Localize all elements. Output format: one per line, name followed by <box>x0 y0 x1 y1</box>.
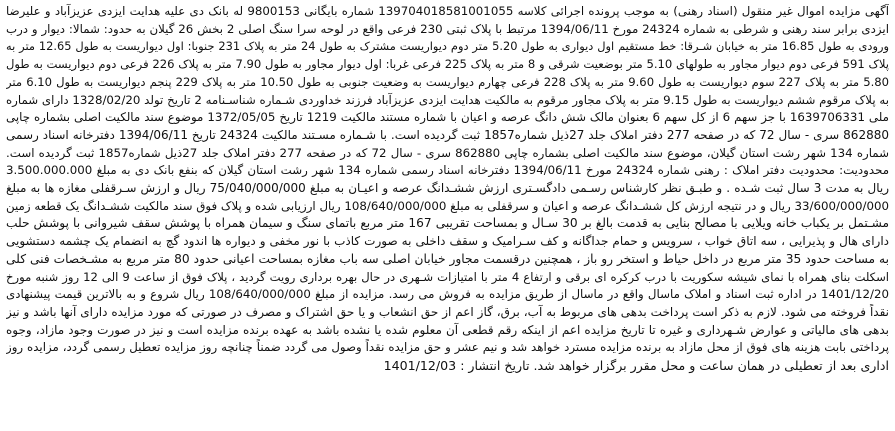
notice-line-19: بدهی های مالیاتی و عوارض شـهرداری و غیره تا تاریخ مزایده اعم از اینکه رقم قطعی آن معلوم شده یا نشده باشد به عهده برنده مزایده است و نیز در صورت وجود مازاد، وجوه <box>6 322 889 337</box>
notice-line-20: پرداختی بابت هزینه های فوق از محل مازاد به برنده مزایده مسترد خواهد شد و نیم عشر و حق مزایده نقداً وصول می گردد ضمناً چنانچه روز مزایده تعطیل رسمی گردد، مزایده روز <box>6 340 889 355</box>
notice-line-18: نقداً فروخته می شود. لازم به ذکر است پرداخت بدهی های مربوط به آب، برق، گاز اعم از حق انشعاب و یا حق اشتراک و مصرف در صورتی که مورد مزایده دارای آنها باشد و نیز <box>6 304 889 319</box>
notice-line-4: پلاک 591 فرعی دوم دیوار مجاور به طولهای 5.10 متر بوضعیت شرقی و 8 متر به پلاک 225 فرعی غربا: اول دیوار مجاور به طول 7.90 متر به پلاک 226 فرعی دوم دیواریست به طول <box>6 57 889 72</box>
notice-line-1: آگهی مزایده اموال غیر منقول (اسناد رهنی) به موجب پرونده اجرائی کلاسه 139704018581001055 شماره بایگانی 9800153 له بانک دی علیه هدایت ایزدی عزیزآباد و علیرضا <box>6 4 889 18</box>
notice-line-14: دارای هال و پذیرایی ، سه اتاق خواب ، سرویس و حمام جداگانه و کف سـرامیک و سقف داخلی به صورت کاذب با نور مخفی و دیواره ها اندود گچ به انضمام یک چشمه دستشویی <box>6 234 889 249</box>
notice-line-11: ریال به مدت 3 سال ثبت شـده . و طبـق نظر کارشناس رسـمی دادگسـتری ارزش ششـدانگ عرصه و اعیـان به مبلغ 75/040/000/000 ریال و ارزش سـرقفلی مغازه ها به مبلغ <box>6 181 889 196</box>
notice-line-15: به مساحت حدود 35 متر مربع در داخل حیاط و استخر رو باز ، همچنین درقسمت مجاور خیابان اصلی سه باب مغازه بمساحت اعیانی حدود 80 متر مربع به مشـخصات فنی کلی <box>6 251 889 266</box>
notice-line-6: به پلاک مرقوم ششم دیواریست به طول 9.15 متر به پلاک مجاور مرقوم به مالکیت هدایت ایزدی عزیزآباد فرزند خداوردی شـماره شناسـنامه 2 تاریخ تولد 1328/02/20 دارای شماره <box>6 92 889 107</box>
notice-line-16: اسکلت بنای همراه با نمای شیشه سکوریت با درب کرکره ای برقی و ارتفاع 4 متر با امتیازات شـهری در حال بهره برداری رویت گردید ، پلاک فوق از ساعت 9 الی 12 روز شنبه مورخ <box>6 269 889 284</box>
notice-line-3: ورودی به طول 16.85 متر به خیابان شـرقا: خط مستقیم اول دیواری به طول 5.20 متر دوم دیواریست مشترک به طول 24 متر به پلاک 231 جنوبا: اول دیواریست به طول 12.65 متر به <box>6 39 889 54</box>
notice-line-2: ایزدی برابر سند رهنی و شرطی به شماره 24324 مورخ 1394/06/11 مرتبط با پلاک ثبتی 230 فرعی واقع در لوحه سرا سنگ اصلی 2 بخش 26 گیلان به حدود: شمالا: دیوار و درب <box>6 21 889 36</box>
notice-line-10: محدودیت: محدودیت دفتر املاک : رهنی شماره 24324 مورخ 1394/06/11 دفترخانه اسناد رسمی شماره 134 شهر رشت استان گیلان که بنفع بانک دی به مبلغ 3.500.000.000 <box>6 163 889 178</box>
notice-line-8: 862880 سری - سال 72 که در صفحه 277 دفتر املاک جلد 27ذیل شماره1857 ثبت گردیده است. با شـماره مسـتند مالکیت 24324 تاریخ 1394/06/11 دفترخانه اسناد رسمی <box>6 127 889 142</box>
notice-line-7: ملی 1639706331 با جز سهم 6 از کل سهم 6 بعنوان مالک شش دانگ عرصه و اعیان با شماره مستند مالکیت 1219 تاریخ 1372/05/05 موضوع سند مالکیت اصلی بشماره چاپی <box>6 110 889 125</box>
notice-line-17: 1401/12/20 در اداره ثبت اسناد و املاک ماسال واقع در ماسال از طریق مزایده به فروش می رسد. مزایده از مبلغ 108/640/000/000 ریال شروع و به بالاترین قیمت پیشنهادی <box>6 287 889 302</box>
notice-line-5: 5.80 متر به پلاک 227 سوم دیواریست به طول 9.60 متر به پلاک 228 فرعی چهارم دیواریست به وضعیت جنوبی به طول 10.50 متر به پلاک 229 پنجم دیواریست به طول 6.10 متر <box>6 74 889 89</box>
notice-line-21: اداری بعد از تعطیلی در همان ساعت و محل مقرر برگزار خواهد شد. تاریخ انتشار : 1401/12/03 <box>383 358 889 374</box>
notice-line-12: 33/600/000/000 ریال و در نتیجه ارزش کل ششـدانگ عرصه و اعیان و سرقفلی به مبلغ 108/640/000/000 ریال ارزیابی شده و پلاک فوق سند مالکیت ششـدانگ یک قطعه زمین <box>6 198 889 213</box>
notice-line-13: مشـتمل بر یکباب خانه ویلایی با مصالح بنایی به قدمت بالغ بر 30 سـال و بمساحت تقریبی 167 متر مربع باتمای سنگ و سیمان همراه با پوشش سقف شیروانی با پوشش حلب <box>6 216 889 231</box>
notice-line-9: شماره 134 شهر رشت استان گیلان، موضوع سند مالکیت اصلی بشماره چاپی 862880 سری - سال 72 که در صفحه 277 دفتر املاک جلد 27ذیل شماره1857 ثبت گردیده است. <box>6 145 889 160</box>
